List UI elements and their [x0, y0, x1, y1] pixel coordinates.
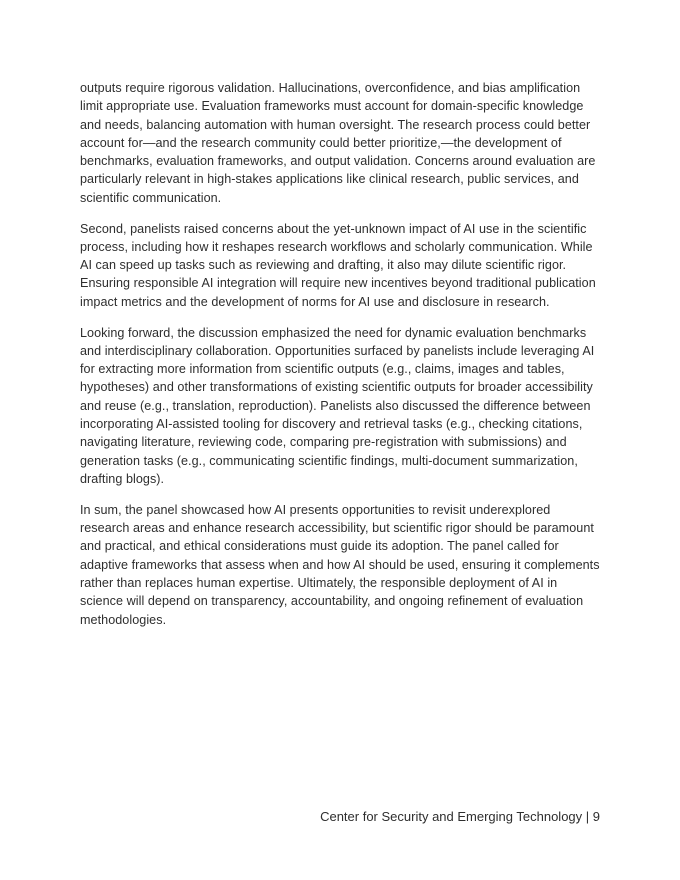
- page-footer: [320, 809, 600, 824]
- footer-separator: |: [582, 809, 593, 824]
- document-body: [80, 79, 600, 641]
- paragraph-in-sum: In sum, the panel showcased how AI presents opportunities to revisit underexplored research areas and enhance research accessibility, but scientific rigor should be paramount and practical, and ethical considerations must guide its adoption. The panel called for adaptive frameworks that assess when and how AI should be used, ensuring it complements rather than replaces human expertise. Ultimately, the responsible deployment of AI in science will depend on transparency, accountability, and ongoing refinement of evaluation methodologies.: [80, 502, 600, 627]
- page-number: 9: [592, 809, 600, 824]
- footer-organization: Center for Security and Emerging Technology: [320, 809, 583, 824]
- paragraph-looking-forward: Looking forward, the discussion emphasized the need for dynamic evaluation benchmarks and interdisciplinary collaboration. Opportunities surfaced by panelists include leveraging AI for extracting more information from scientific outputs (e.g., claims, images and tables, hypotheses) and other transformations of existing scientific outputs for broader accessibility and reuse (e.g., translation, reproduction). Panelists also discussed the difference between incorporating AI-assisted tooling for discovery and retrieval tasks (e.g., checking citations, navigating literature, reviewing code, comparing pre-registration with submissions) and generation tasks (e.g., communicating scientific findings, multi-document summarization, drafting blogs).: [80, 325, 595, 486]
- paragraph-evaluation: outputs require rigorous validation. Hallucinations, overconfidence, and bias amplification limit appropriate use. Evaluation frameworks must account for domain-specific knowledge and needs, balancing automation with human oversight. The research process could better account for—and the research community could better prioritize,—the development of benchmarks, evaluation frameworks, and output validation. Concerns around evaluation are particularly relevant in high-stakes applications like clinical research, public services, and scientific communication.: [80, 81, 596, 205]
- paragraph-second-concerns: Second, panelists raised concerns about the yet-unknown impact of AI use in the scientific process, including how it reshapes research workflows and scholarly communication. While AI can speed up tasks such as reviewing and drafting, it also may dilute scientific rigor. Ensuring responsible AI integration will require new incentives beyond traditional publication impact metrics and the development of norms for AI use and disclosure in research.: [80, 221, 596, 309]
